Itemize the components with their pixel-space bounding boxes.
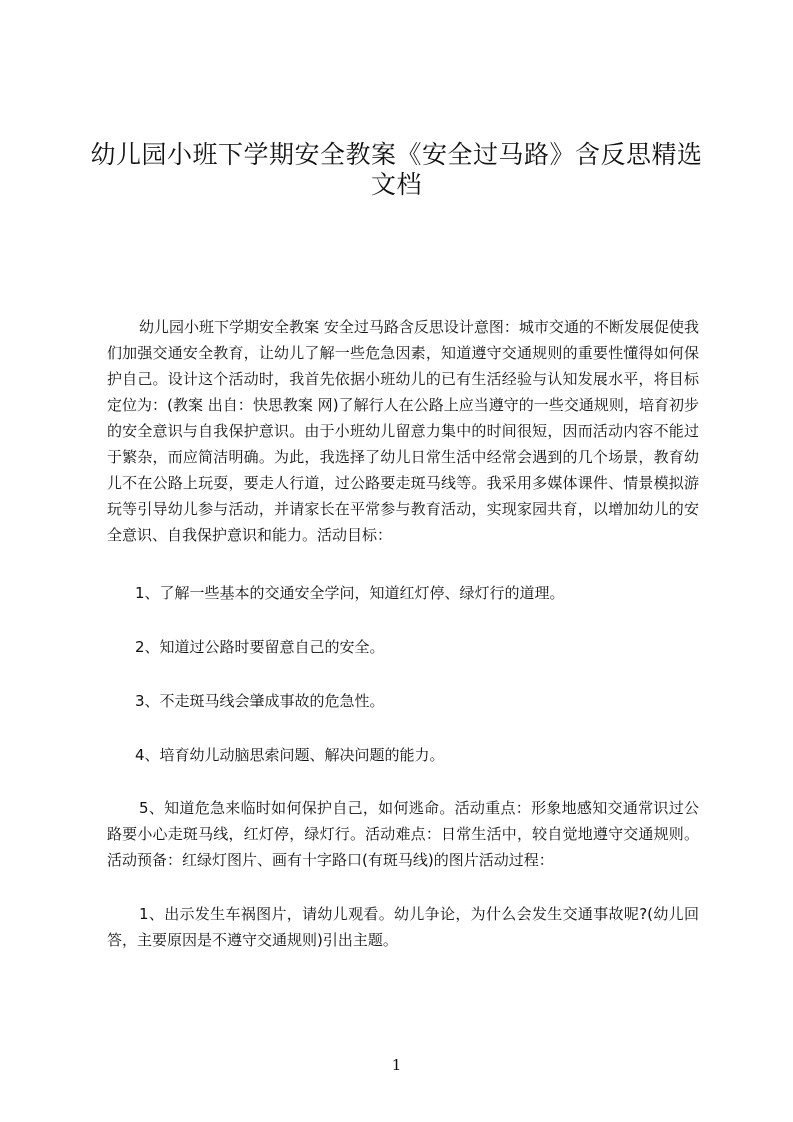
intro-paragraph: 幼儿园小班下学期安全教案 安全过马路含反思设计意图：城市交通的不断发展促使我们加强交通安全教育，让幼儿了解一些危急因素，知道遵守交通规则的重要性懂得如何保护自己。设计这个活动时，我首先依据小班幼儿的已有生活经验与认知发展水平，将目标定位为：(教案 出自：快思教案 网)了解行人在公路上应当遵守的一些交通规则，培育初步的安全意识与自我保护意识。由于小班幼儿留意力集中的时间很短，因而活动内容不能过于繁杂，而应简洁明确。为此，我选择了幼儿日常生活中经常会遇到的几个场景，教育幼儿不在公路上玩耍，要走人行道，过公路要走斑马线等。我采用多媒体课件、情景模拟游玩等引导幼儿参与活动，并请家长在平常参与教育活动，实现家园共育，以增加幼儿的安全意识、自我保护意识和能力。活动目标： xyxy=(107,318,699,544)
goal-item-4: 4、培育幼儿动脑思索问题、解决问题的能力。 xyxy=(135,746,445,764)
title-line-2: 文档 xyxy=(370,170,422,199)
process-paragraph: 1、出示发生车祸图片，请幼儿观看。幼儿争论，为什么会发生交通事故呢?(幼儿回答，主要原因是不遵守交通规则)引出主题。 xyxy=(107,905,699,949)
goal-item-2: 2、知道过公路时要留意自己的安全。 xyxy=(135,638,385,656)
title-line-1: 幼儿园小班下学期安全教案《安全过马路》含反思精选 xyxy=(90,140,703,169)
goal-item-1: 1、了解一些基本的交通安全学问，知道红灯停、绿灯行的道理。 xyxy=(135,584,565,602)
goal-5-paragraph: 5、知道危急来临时如何保护自己，如何逃命。活动重点：形象地感知交通常识过公路要小心走斑马线，红灯停，绿灯行。活动难点：日常生活中，较自觉地遵守交通规则。活动预备：红绿灯图片、画有十字路口(有斑马线)的图片活动过程： xyxy=(107,799,699,869)
goal-item-3: 3、不走斑马线会肇成事故的危急性。 xyxy=(135,692,385,710)
page-number: 1 xyxy=(391,1056,402,1074)
document-title xyxy=(60,140,733,200)
